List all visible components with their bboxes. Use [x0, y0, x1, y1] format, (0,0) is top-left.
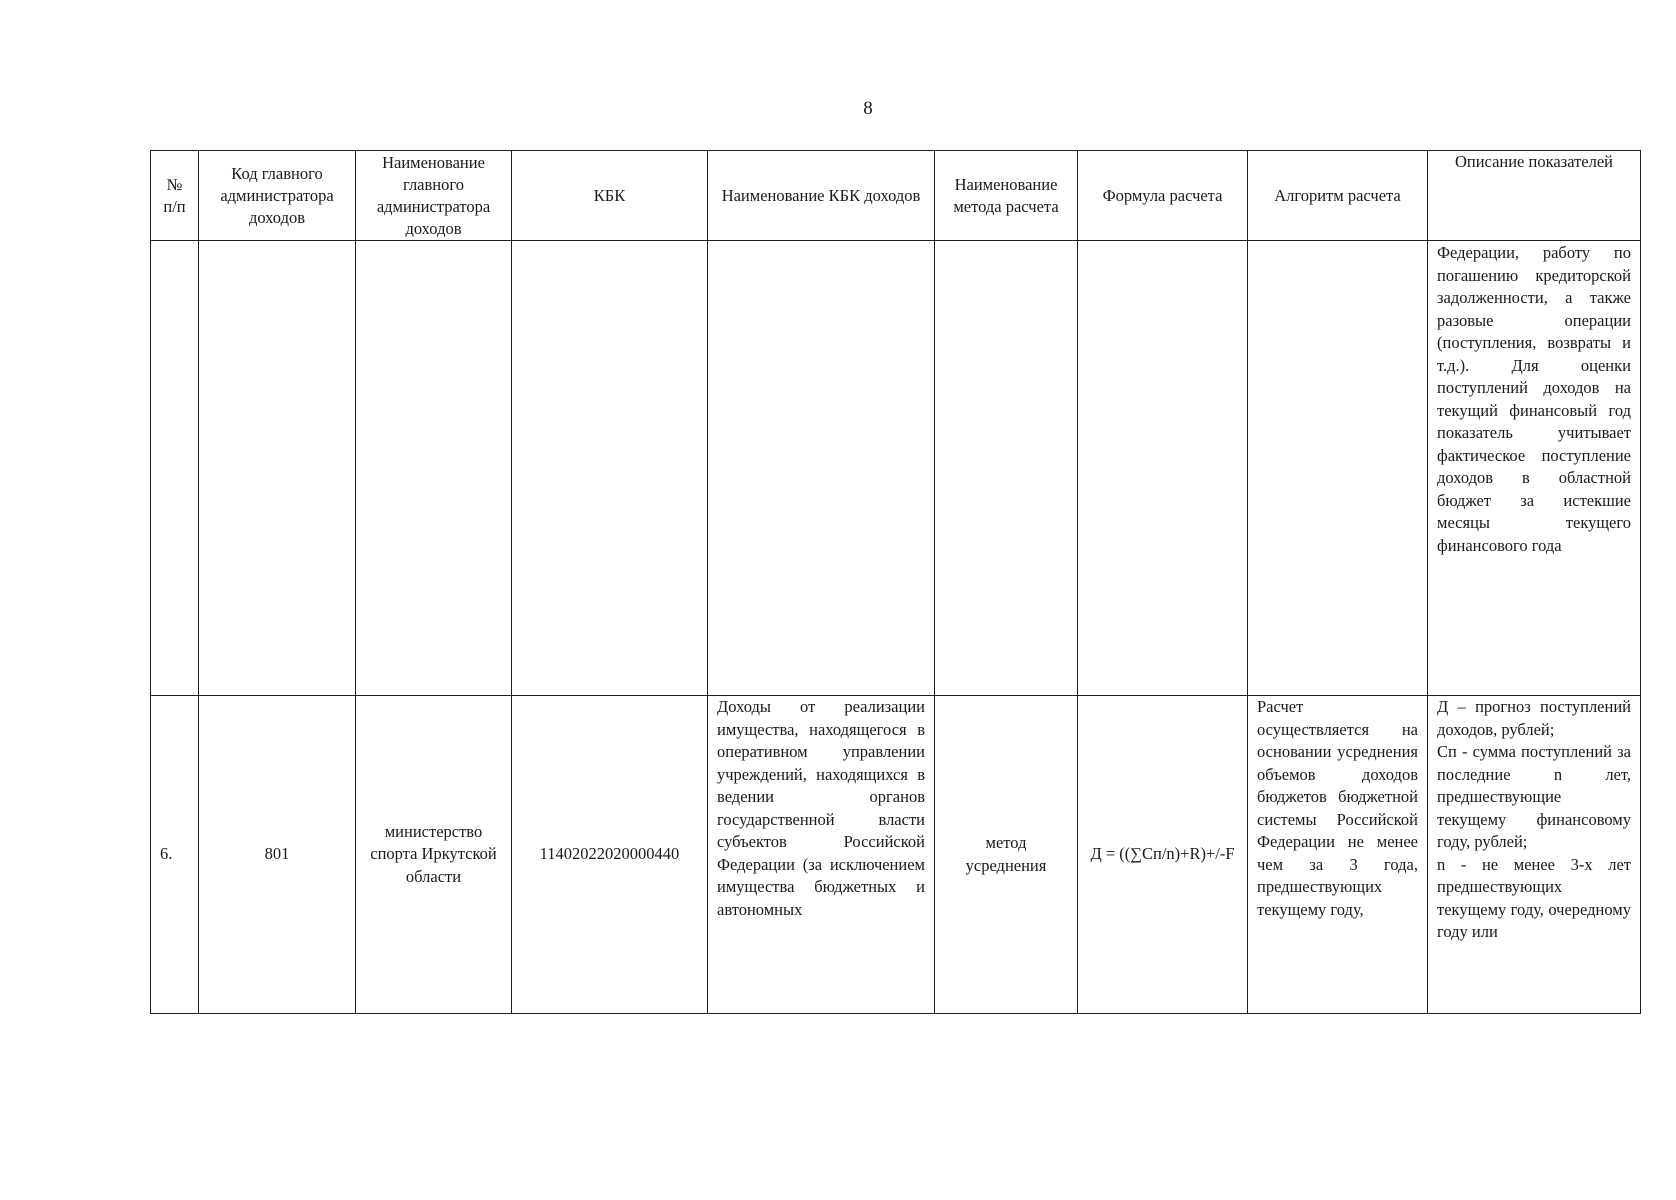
- cell-kbk-name: Доходы от реализации имущества, находящегося в оперативном управлении учреждений, находящихся в ведении органов государственной власти субъектов Российской Федерации (за исключением имущества бюджетных и автономных: [708, 696, 935, 1014]
- cell-admin-name: [356, 241, 512, 696]
- methods-table: [150, 150, 1641, 1014]
- cell-formula: [1078, 241, 1248, 696]
- table-row: [151, 696, 1641, 1014]
- header-kbk: КБК: [512, 151, 708, 241]
- cell-kbk: 11402022020000440: [512, 696, 708, 1014]
- header-admin-code: Код главного администратора доходов: [199, 151, 356, 241]
- cell-description: Д – прогноз поступлений доходов, рублей; Сп - сумма поступлений за последние n лет, предшествующие текущему финансовому году, рублей; n - не менее 3-х лет предшествующих текущему году, очередному году или: [1428, 696, 1641, 1014]
- page-number: 8: [863, 98, 873, 119]
- header-admin-name: Наименование главного администратора доходов: [356, 151, 512, 241]
- cell-algorithm: Расчет осуществляется на основании усреднения объемов доходов бюджетов бюджетной системы Российской Федерации не менее чем за 3 года, предшествующих текущему году,: [1248, 696, 1428, 1014]
- cell-description-continued: Федерации, работу по погашению кредиторской задолженности, а также разовые операции (поступления, возвраты и т.д.). Для оценки поступлений доходов на текущий финансовый год показатель учитывает фактическое поступление доходов в областной бюджет за истекшие месяцы текущего финансового года: [1428, 241, 1641, 696]
- header-kbk-name: Наименование КБК доходов: [708, 151, 935, 241]
- header-method: Наименование метода расчета: [935, 151, 1078, 241]
- cell-admin-code: 801: [199, 696, 356, 1014]
- cell-admin-name: министерство спорта Иркутской области: [356, 696, 512, 1014]
- table-header-row: [151, 151, 1641, 241]
- cell-algorithm: [1248, 241, 1428, 696]
- header-description: Описание показателей: [1428, 151, 1641, 241]
- table-row: [151, 241, 1641, 696]
- header-algorithm: Алгоритм расчета: [1248, 151, 1428, 241]
- cell-method: [935, 241, 1078, 696]
- header-formula: Формула расчета: [1078, 151, 1248, 241]
- cell-method: метод усреднения: [935, 696, 1078, 1014]
- cell-kbk-name: [708, 241, 935, 696]
- cell-formula: Д = ((∑Сп/n)+R)+/-F: [1078, 696, 1248, 1014]
- cell-num: 6.: [151, 696, 199, 1014]
- cell-num: [151, 241, 199, 696]
- header-num: № п/п: [151, 151, 199, 241]
- cell-admin-code: [199, 241, 356, 696]
- cell-kbk: [512, 241, 708, 696]
